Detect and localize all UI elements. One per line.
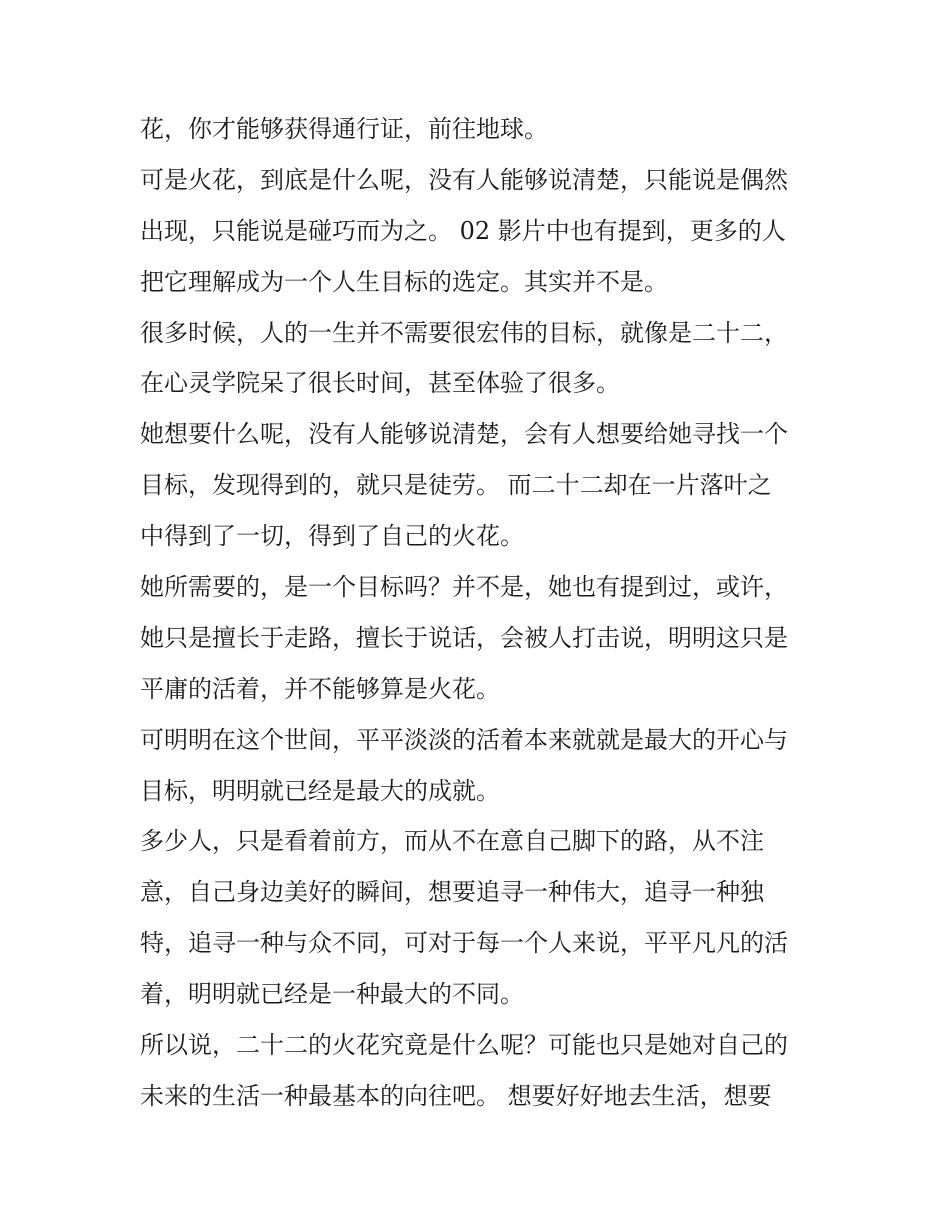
text-line: 未来的生活一种最基本的向往吧。 想要好好地去生活，想要: [140, 1081, 772, 1110]
text-line: 她想要什么呢，没有人能够说清楚，会有人想要给她寻找一个: [140, 420, 788, 449]
text-line: 花，你才能够获得通行证，前往地球。: [140, 115, 548, 143]
text-line: 意，自己身边美好的瞬间，想要追寻一种伟大，追寻一种独: [140, 878, 764, 907]
text-line: 多少人，只是看着前方，而从不在意自己脚下的路，从不注: [140, 827, 764, 856]
text-line: 中得到了一切，得到了自己的火花。: [140, 522, 524, 551]
text-line: 可是火花，到底是什么呢，没有人能够说清楚，只能说是偶然: [140, 165, 788, 194]
text-line: 出现，只能说是碰巧而为之。 02 影片中也有提到，更多的人: [140, 216, 786, 245]
text-line: 特，追寻一种与众不同，可对于每一个人来说，平平凡凡的活: [140, 929, 788, 958]
text-line: 她只是擅长于走路，擅长于说话，会被人打击说，明明这只是: [140, 623, 788, 652]
text-line: 着，明明就已经是一种最大的不同。: [140, 980, 524, 1009]
text-line: 目标，明明就已经是最大的成就。: [140, 776, 500, 805]
text-line: 在心灵学院呆了很长时间，甚至体验了很多。: [140, 369, 620, 398]
text-line: 所以说，二十二的火花究竟是什么呢？可能也只是她对自己的: [140, 1031, 788, 1060]
document-body: [140, 104, 820, 1122]
text-line: 可明明在这个世间，平平淡淡的活着本来就就是最大的开心与: [140, 725, 788, 754]
text-line: 把它理解成为一个人生目标的选定。其实并不是。: [140, 267, 668, 296]
text-line: 她所需要的，是一个目标吗？并不是，她也有提到过，或许，: [140, 573, 788, 602]
text-line: 目标，发现得到的，就只是徒劳。 而二十二却在一片落叶之: [140, 471, 772, 500]
text-line: 很多时候，人的一生并不需要很宏伟的目标，就像是二十二，: [140, 318, 788, 347]
text-line: 平庸的活着，并不能够算是火花。: [140, 674, 500, 703]
